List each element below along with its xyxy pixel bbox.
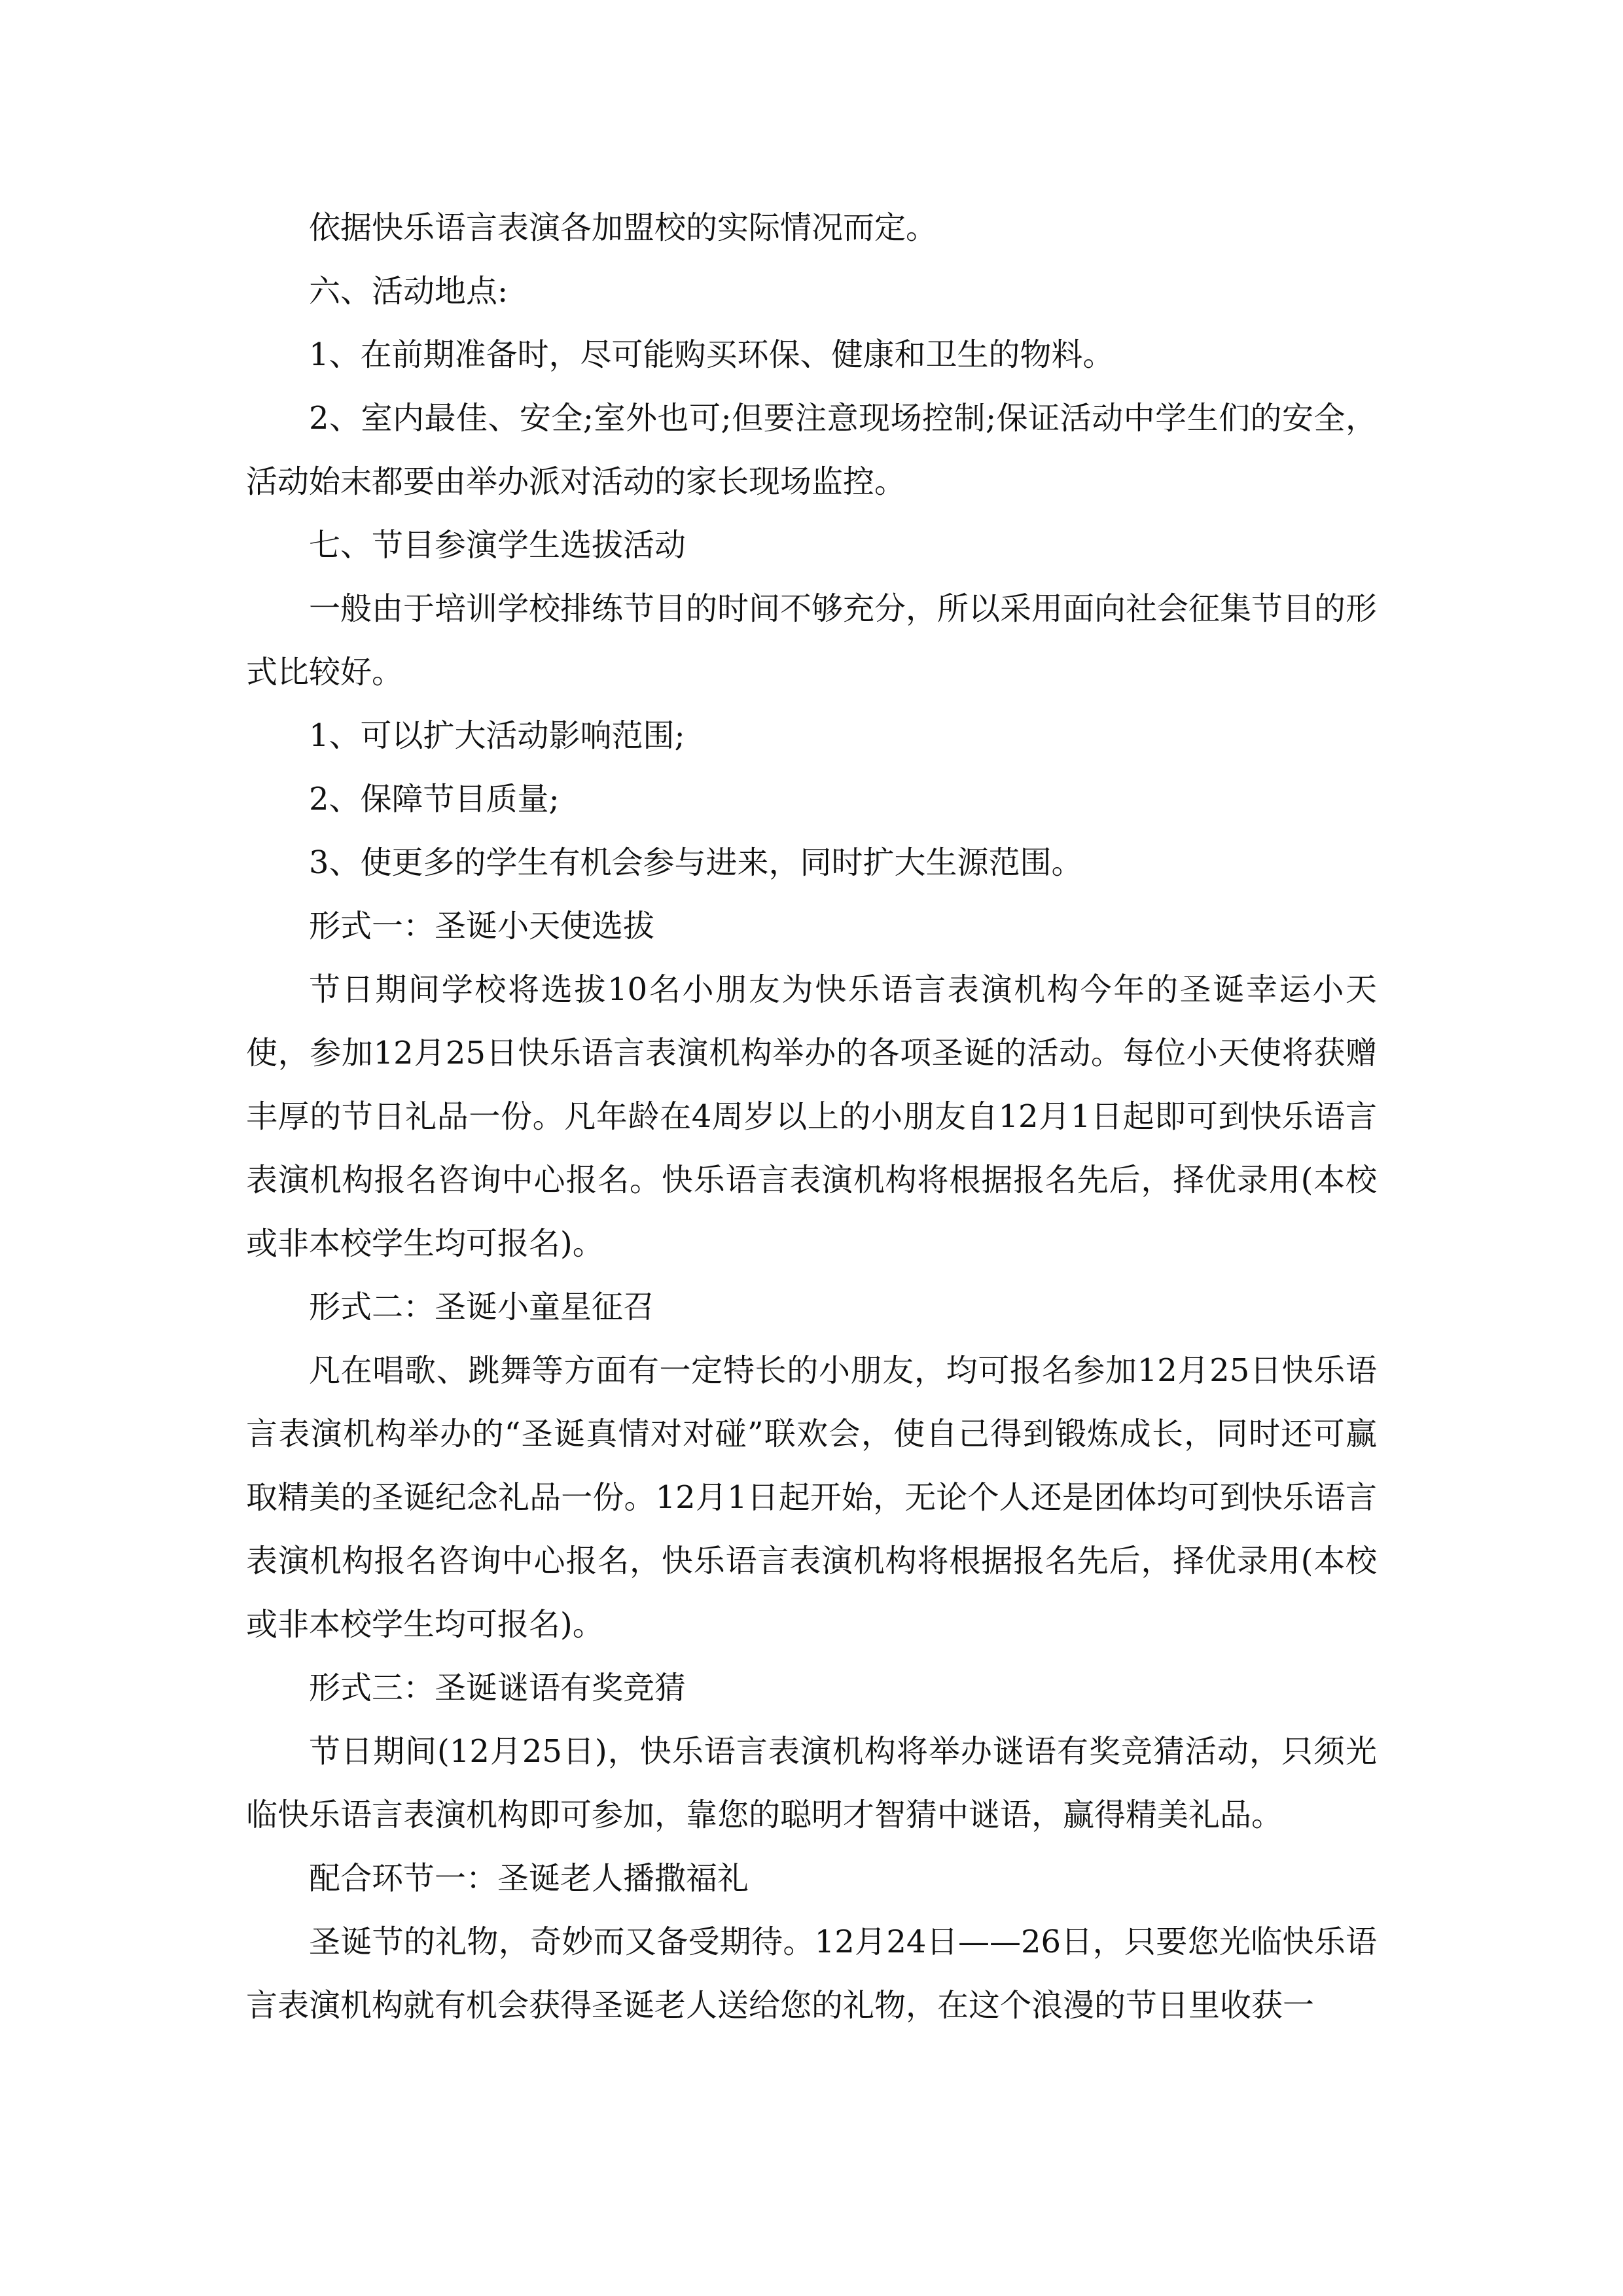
list-item: 2、室内最佳、安全;室外也可;但要注意现场控制;保证活动中学生们的安全，活动始末都要由举办派对活动的家长现场监控。 (246, 400, 1377, 500)
list-item: 1、可以扩大活动影响范围; (309, 717, 685, 754)
paragraph: 节日期间学校将选拔10名小朋友为快乐语言表演机构今年的圣诞幸运小天使，参加12月25日快乐语言表演机构举办的各项圣诞的活动。每位小天使将获赠丰厚的节日礼品一份。凡年龄在4周岁以上的小朋友自12月1日起即可到快乐语言表演机构报名咨询中心报名。快乐语言表演机构将根据报名先后，择优录用(本校或非本校学生均可报名)。 (246, 971, 1377, 1262)
section-heading: 六、活动地点: (309, 273, 508, 310)
subheading: 形式二：圣诞小童星征召 (309, 1289, 655, 1325)
subheading: 形式一：圣诞小天使选拔 (309, 908, 655, 944)
paragraph: 凡在唱歌、跳舞等方面有一定特长的小朋友，均可报名参加12月25日快乐语言表演机构举办的“圣诞真情对对碰”联欢会，使自己得到锻炼成长，同时还可赢取精美的圣诞纪念礼品一份。12月1日起开始，无论个人还是团体均可到快乐语言表演机构报名咨询中心报名，快乐语言表演机构将根据报名先后，择优录用(本校或非本校学生均可报名)。 (246, 1352, 1377, 1643)
paragraph: 节日期间(12月25日)，快乐语言表演机构将举办谜语有奖竞猜活动，只须光临快乐语言表演机构即可参加，靠您的聪明才智猜中谜语，赢得精美礼品。 (246, 1733, 1377, 1833)
section-heading: 七、节目参演学生选拔活动 (309, 527, 687, 564)
document-body (246, 196, 1377, 2037)
paragraph: 依据快乐语言表演各加盟校的实际情况而定。 (309, 209, 938, 246)
list-item: 1、在前期准备时，尽可能购买环保、健康和卫生的物料。 (309, 336, 1115, 373)
paragraph: 圣诞节的礼物，奇妙而又备受期待。12月24日——26日，只要您光临快乐语言表演机构就有机会获得圣诞老人送给您的礼物，在这个浪漫的节日里收获一 (246, 1924, 1377, 2024)
list-item: 3、使更多的学生有机会参与进来，同时扩大生源范围。 (309, 844, 1083, 881)
subheading: 配合环节一：圣诞老人播撒福礼 (309, 1860, 749, 1897)
list-item: 2、保障节目质量; (309, 781, 560, 817)
paragraph: 一般由于培训学校排练节目的时间不够充分，所以采用面向社会征集节目的形式比较好。 (246, 590, 1378, 691)
subheading: 形式三：圣诞谜语有奖竞猜 (309, 1670, 687, 1706)
